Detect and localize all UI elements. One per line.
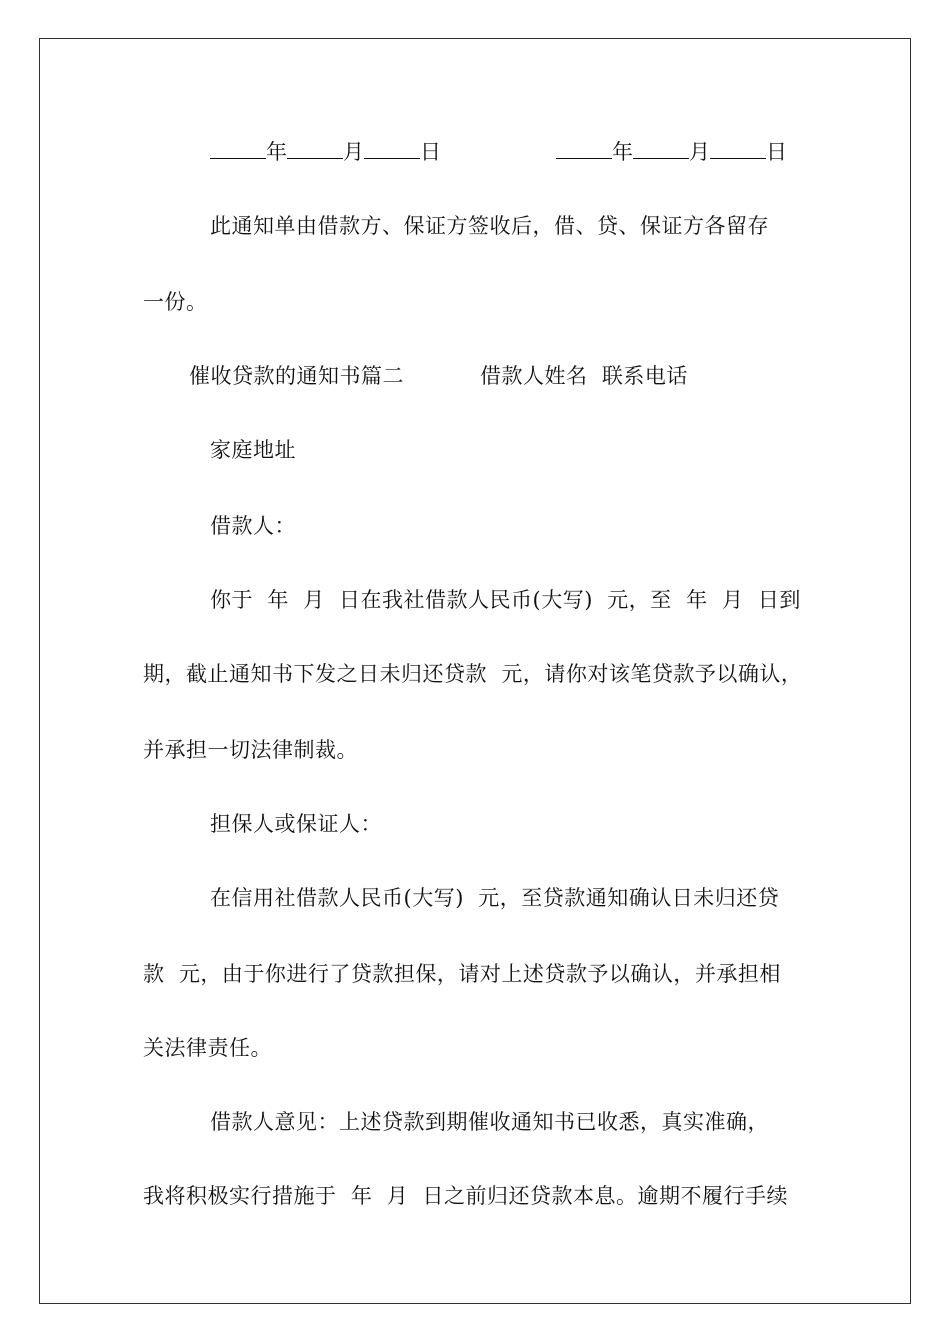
blank-day-left (364, 140, 420, 159)
paragraph-4-line-1: 借款人意见：上述贷款到期催收通知书已收悉，真实准确， (210, 1110, 769, 1134)
date-right (556, 138, 787, 166)
month-label-right: 月 (689, 140, 710, 164)
year-label-left: 年 (266, 140, 287, 164)
year-label-right: 年 (612, 140, 633, 164)
section-heading: 催收贷款的通知书篇二 (189, 364, 404, 388)
paragraph-3-line-1: 在信用社借款人民币(大写) 元，至贷款通知确认日未归还贷 (210, 886, 780, 910)
paragraph-3-line-2: 款 元，由于你进行了贷款担保，请对上述贷款予以确认，并承担相 (143, 962, 781, 986)
blank-year-left (210, 140, 266, 159)
paragraph-2-line-1: 你于 年 月 日在我社借款人民币(大写) 元，至 年 月 日到 (210, 588, 801, 612)
paragraph-3-line-3: 关法律责任。 (143, 1036, 272, 1060)
home-address-label: 家庭地址 (210, 438, 296, 462)
guarantor-label: 担保人或保证人： (210, 812, 382, 836)
blank-month-right (633, 140, 689, 159)
day-label-right: 日 (766, 140, 787, 164)
month-label-left: 月 (343, 140, 364, 164)
paragraph-1-line-2: 一份。 (143, 290, 208, 314)
paragraph-4-line-2: 我将积极实行措施于 年 月 日之前归还贷款本息。逾期不履行手续 (143, 1184, 789, 1208)
blank-year-right (556, 140, 612, 159)
borrower-label: 借款人： (210, 514, 296, 538)
day-label-left: 日 (420, 140, 441, 164)
paragraph-1-line-1: 此通知单由借款方、保证方签收后，借、贷、保证方各留存 (210, 214, 769, 238)
heading-fields: 借款人姓名 联系电话 (480, 364, 688, 388)
date-left (210, 138, 441, 166)
blank-day-right (710, 140, 766, 159)
paragraph-2-line-2: 期，截止通知书下发之日未归还贷款 元，请你对该笔贷款予以确认， (143, 662, 803, 686)
blank-month-left (287, 140, 343, 159)
paragraph-2-line-3: 并承担一切法律制裁。 (143, 738, 358, 762)
